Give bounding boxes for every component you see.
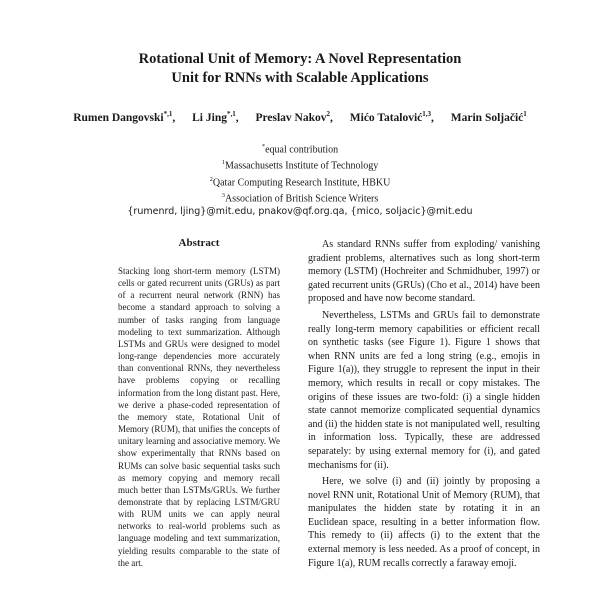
author-name: Rumen Dangovski — [73, 111, 164, 124]
author: Preslav Nakov$^2$, — [255, 110, 333, 124]
introduction-column — [308, 238, 540, 573]
author: Mićo Tatalović$^{1,3}$, — [349, 110, 434, 124]
author-affil-mark: 2 — [326, 110, 331, 118]
affiliations — [0, 140, 600, 218]
affiliation-3: $^3$Association of British Science Writers — [221, 191, 379, 205]
author-affil-mark: *,1 — [226, 110, 236, 118]
author: Li Jing$^{*,1}$, — [192, 110, 239, 124]
title-line-1: Rotational Unit of Memory: A Novel Representation — [138, 51, 462, 67]
equal-contribution-note: *equal contribution — [261, 143, 339, 156]
affiliation-1: $^1$Massachusetts Institute of Technology — [221, 159, 379, 172]
author-affil-mark: 1,3 — [422, 110, 432, 118]
author-name: Mićo Tatalović — [349, 111, 423, 124]
author-name: Preslav Nakov — [255, 111, 327, 124]
body-paragraph-3: Here, we solve (i) and (ii) jointly by proposing a novel RNN unit, Rotational Unit of Memory (RUM), that manipulates the hidden state by rotating it in an Euclidean space, resulting in a better information flow. This remedy to (ii) affects (i) to the extent that the external memory is less needed. As a proof of concept, in Figure 1(a), RUM recalls correctly a faraway emoji. — [308, 476, 540, 569]
paper-title — [0, 50, 600, 88]
author-name: Marin Soljačić — [450, 111, 524, 124]
author-list — [0, 110, 600, 124]
author-affil-mark: *,1 — [163, 110, 173, 118]
author: Rumen Dangovski$^{*,1}$, — [73, 110, 176, 124]
author — [451, 112, 527, 124]
author-affil-mark: 1 — [523, 110, 527, 118]
author-name: Li Jing — [192, 111, 227, 124]
author-emails: {rumenrd, ljing}@mit.edu, pnakov@qf.org.qa, {mico, soljacic}@mit.edu — [127, 206, 473, 218]
body-paragraph-2: Nevertheless, LSTMs and GRUs fail to demonstrate really long-term memory capabilities or efficient recall on synthetic tasks (see Figure 1). Figure 1 shows that when RNN units are fed a long string (e.g., emojis in Figure 1(a)), they struggle to represent the input in their memory, which results in recall or copy mistakes. The origins of these issues are two-fold: (i) a single hidden state cannot memorize complicated sequential dynamics and (ii) the hidden state is not manipulated well, resulting in information loss. Typically, these are addressed separately: by using external memory for (i), and gated mechanisms for (ii). — [308, 309, 540, 471]
abstract-heading: Abstract — [178, 237, 220, 249]
abstract-text: Stacking long short-term memory (LSTM) cells or gated recurrent units (GRUs) as part of a recurrent neural network (RNN) has become a standard approach to solving a number of tasks ranging from language modeling to text summarization. Although LSTMs and GRUs were designed to model long-range dependencies more accurately than conventional RNNs, they nevertheless have problems copying or recalling information from the long distant past. Here, we derive a phase-coded representation of the memory state, Rotational Unit of Memory (RUM), that unifies the concepts of unitary learning and associative memory. We show experimentally that RNNs based on RUMs can solve basic sequential tasks such as memory copying and memory recall much better than LSTMs/GRUs. We further demonstrate that by replacing LSTM/GRU with RUM units we can apply neural networks to real-world problems such as language modeling and text summarization, yielding results comparable to the state of the art. — [118, 266, 280, 568]
body-paragraph-1: As standard RNNs suffer from exploding/ vanishing gradient problems, alternatives such as long short-term memory (LSTM) (Hochreiter and Schmidhuber, 1997) or gated recurrent units (GRUs) (Cho et al., 2014) have been proposed and have now become standard. — [308, 239, 540, 305]
affiliation-2: $^2$Qatar Computing Research Institute, HBKU — [209, 175, 391, 188]
title-line-2: Unit for RNNs with Scalable Applications — [171, 70, 429, 86]
